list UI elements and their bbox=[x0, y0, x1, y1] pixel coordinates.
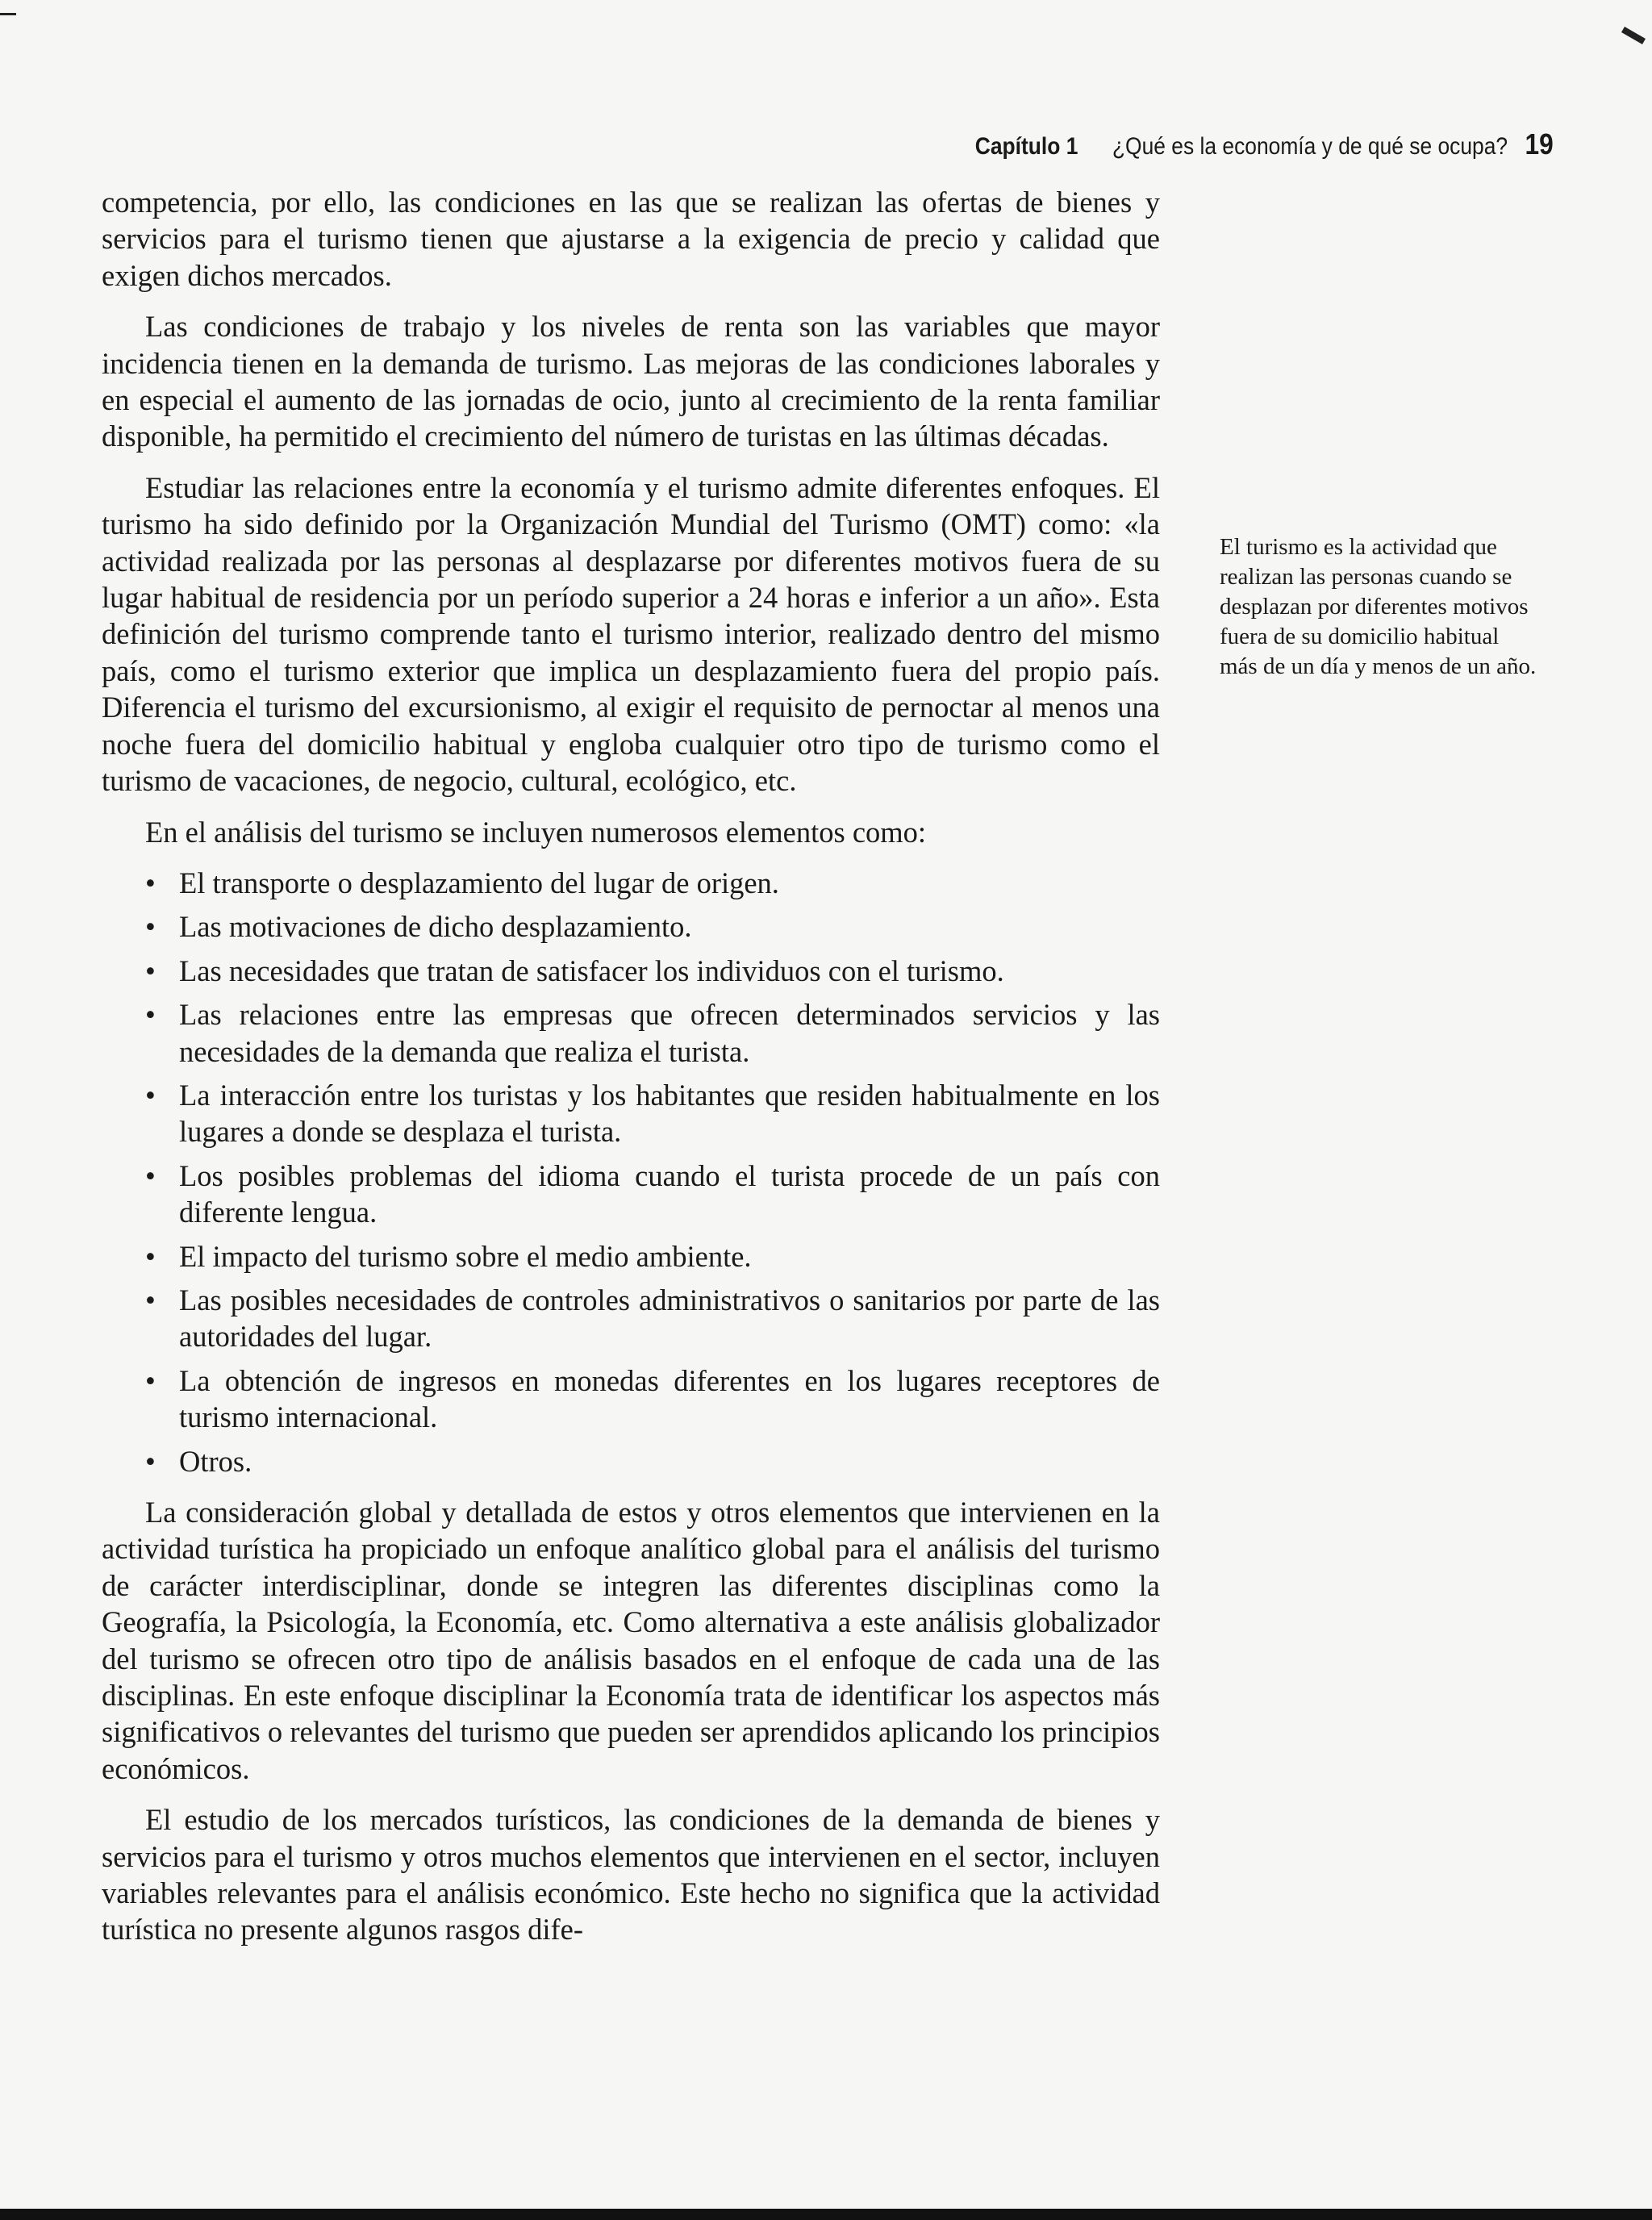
list-item: • Las motivaciones de dicho desplazamiento. bbox=[145, 908, 1160, 945]
scan-bottom-edge bbox=[0, 2209, 1652, 2220]
paragraph-interdisciplinary: La consideración global y detallada de estos y otros elementos que intervienen en la actividad turística ha propiciado un enfoque analítico global para el análisis del turismo de carácter interdisciplinar, donde se integren las diferentes disciplinas como la Geografía, la Psicología, la Economía, etc. Como alternativa a este análisis globalizador del turismo se ofrecen otro tipo de análisis basados en el enfoque de cada una de las disciplinas. En este enfoque disciplinar la Economía trata de identificar los aspectos más significativos o relevantes del turismo que pueden ser aprendidos aplicando los principios económicos. bbox=[102, 1496, 1160, 1785]
list-item: • Otros. bbox=[145, 1443, 1160, 1479]
margin-definition-note: El turismo es la actividad que realizan las personas cuando se desplazan por diferentes motivos fuera de su domicilio habitual más de un día y menos de un año. bbox=[1220, 534, 1537, 679]
list-item: • Las posibles necesidades de controles administrativos o sanitarios por parte de las autoridades del lugar. bbox=[145, 1282, 1160, 1355]
chapter-title: ¿Qué es la economía y de qué se ocupa? bbox=[1112, 133, 1508, 160]
scan-mark-left bbox=[0, 13, 16, 15]
list-item: • Las relaciones entre las empresas que ofrecen determinados servicios y las necesidades de la demanda que realiza el turista. bbox=[145, 996, 1160, 1070]
list-item: • La obtención de ingresos en monedas diferentes en los lugares receptores de turismo internacional. bbox=[145, 1362, 1160, 1436]
paragraph-tourism-markets: El estudio de los mercados turísticos, las condiciones de la demanda de bienes y servicios para el turismo y otros muchos elementos que intervienen en el sector, incluyen variables relevantes para el análisis económico. Este hecho no significa que la actividad turística no presente algunos rasgos dife- bbox=[102, 1803, 1160, 1947]
list-item: • Las necesidades que tratan de satisfacer los individuos con el turismo. bbox=[145, 953, 1160, 989]
chapter-label: Capítulo 1 bbox=[974, 133, 1078, 160]
list-item: • La interacción entre los turistas y los habitantes que residen habitualmente en los lugares a donde se desplaza el turista. bbox=[145, 1077, 1160, 1150]
scan-mark-right bbox=[1621, 27, 1646, 44]
paragraph-continuation: competencia, por ello, las condiciones en las que se realizan las ofertas de bienes y servicios para el turismo tienen que ajustarse a la exigencia de precio y calidad que exigen dichos mercados. bbox=[102, 186, 1160, 292]
elements-bullet-list bbox=[102, 865, 1160, 1479]
paragraph-tourism-definition: Estudiar las relaciones entre la economía y el turismo admite diferentes enfoques. El turismo ha sido definido por la Organización Mundial del Turismo (OMT) como: «la actividad realizada por las personas al desplazarse por diferentes motivos fuera de su lugar habitual de residencia por un período superior a 24 horas e inferior a un año». Esta definición del turismo comprende tanto el turismo interior, realizado dentro del mismo país, como el turismo exterior que implica un desplazamiento fuera del propio país. Diferencia el turismo del excursionismo, al exigir el requisito de pernoctar al menos una noche fuera del domicilio habitual y engloba cualquier otro tipo de turismo como el turismo de vacaciones, de negocio, cultural, ecológico, etc. bbox=[102, 470, 1160, 798]
running-header bbox=[975, 127, 1554, 161]
paragraph-elements-intro: En el análisis del turismo se incluyen numerosos elementos como: bbox=[145, 815, 927, 849]
paragraph-work-conditions: Las condiciones de trabajo y los niveles de renta son las variables que mayor incidencia tienen en la demanda de turismo. Las mejoras de las condiciones laborales y en especial el aumento de las jornadas de ocio, junto al crecimiento de la renta familiar disponible, ha permitido el crecimiento del número de turistas en las últimas décadas. bbox=[102, 310, 1160, 453]
list-item: • El transporte o desplazamiento del lugar de origen. bbox=[145, 865, 1160, 901]
page-number: 19 bbox=[1525, 127, 1554, 161]
list-item: • Los posibles problemas del idioma cuando el turista procede de un país con diferente lengua. bbox=[145, 1158, 1160, 1231]
main-text-column bbox=[102, 184, 1160, 1963]
list-item: • El impacto del turismo sobre el medio ambiente. bbox=[145, 1238, 1160, 1275]
